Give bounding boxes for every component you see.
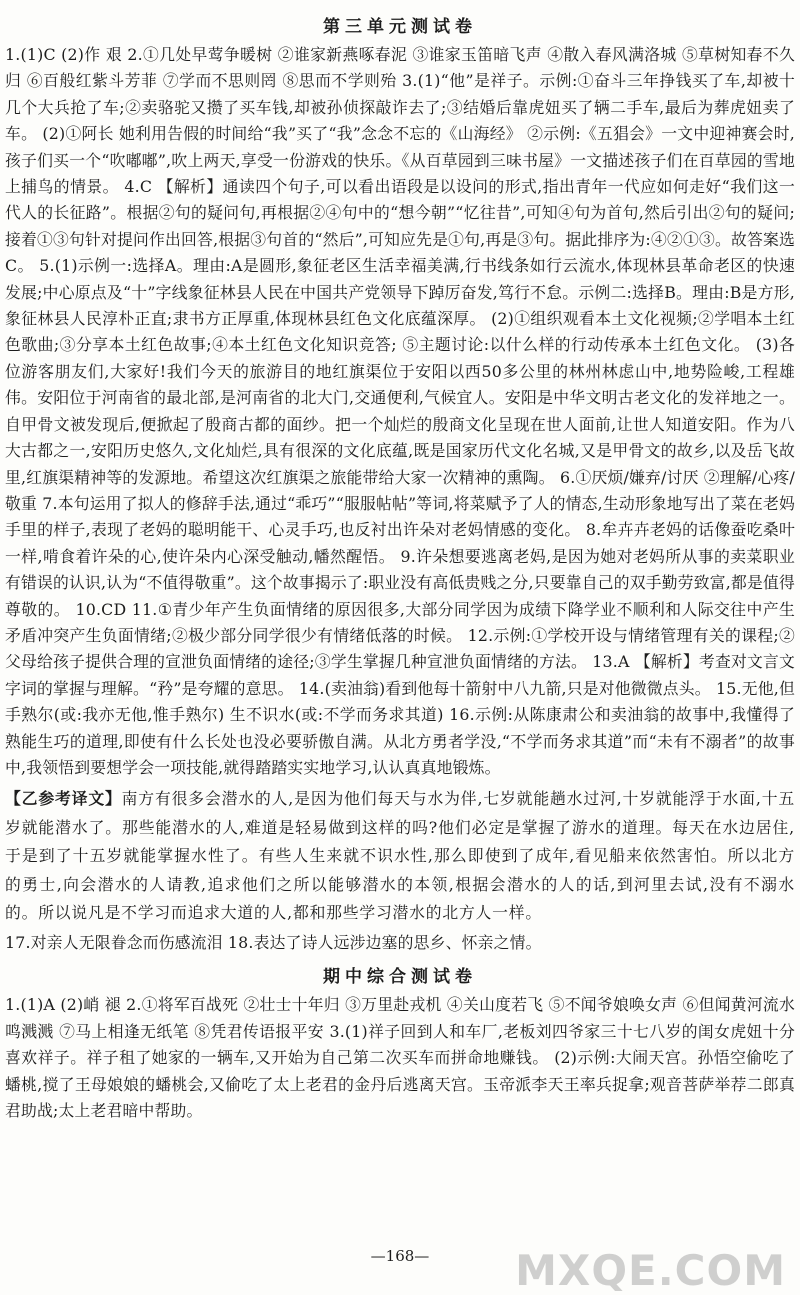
unit3-answers: 1.(1)C (2)作 艰 2.①几处早莺争暖树 ②谁家新燕啄春泥 ③谁家玉笛暗飞声 ④散入春风满洛城 ⑤草树知春不久归 ⑥百般红紫斗芳菲 ⑦学而不思则罔 ⑧思而不学则殆 3.(1)“他”是祥子。示例:①奋斗三年挣钱买了车,却被十几个大兵抢了车;②卖骆驼又攒了买车钱,却被孙侦探敲诈去了;③结婚后靠虎妞买了辆二手车,最后为葬虎妞卖了车。 (2)①阿长 她利用告假的时间给“我”买了“我”念念不忘的《山海经》 ②示例:《五猖会》一文中迎神赛会时,孩子们买一个“吹嘟嘟”,吹上两天,享受一份游戏的快乐。《从百草园到三味书屋》一文描述孩子们在百草园的雪地上捕鸟的情景。 4.C 【解析】通读四个句子,可以看出语段是以设问的形式,指出青年一代应如何走好“我们这一代人的长征路”。根据②句的疑问句,再根据②④句中的“想今朝”“忆往昔”,可知④句为首句,然后引出②句的疑问;接着①③句针对提问作出回答,根据③句首的“然后”,可知应先是①句,再是③句。据此排序为:④②①③。故答案选C。 5.(1)示例一:选择A。理由:A是圆形,象征老区生活幸福美满,行书线条如行云流水,体现林县革命老区的快速发展;中心原点及“十”字线象征林县人民在中国共产党领导下踔厉奋发,笃行不怠。示例二:选择B。理由:B是方形,象征林县人民淳朴正直;隶书方正厚重,体现林县红色文化底蕴深厚。 (2)①组织观看本土文化视频;②学唱本土红色歌曲;③分享本土红色故事;④本土红色文化知识竞答; ⑤主题讨论:以什么样的行动传承本土红色文化。 (3)各位游客朋友们,大家好!我们今天的旅游目的地红旗渠位于安阳以西50多公里的林州林虑山中,地势险峻,工程雄伟。安阳位于河南省的最北部,是河南省的北大门,交通便利,气候宜人。安阳是中华文明古老文化的发祥地之一。自甲骨文被发现后,便掀起了殷商古都的面纱。把一个灿烂的殷商文化呈现在世人面前,让世人知道安阳。作为八大古都之一,安阳历史悠久,文化灿烂,具有很深的文化底蕴,既是国家历代文化名城,又是甲骨文的故乡,以及岳飞故里,红旗渠精神等的发源地。希望这次红旗渠之旅能带给大家一次精神的熏陶。 6.①厌烦/嫌弃/讨厌 ②理解/心疼/敬重 7.本句运用了拟人的修辞手法,通过“乖巧”“服服帖帖”等词,将菜赋予了人的情态,生动形象地写出了菜在老妈手里的样子,表现了老妈的聪明能干、心灵手巧,也反衬出许朵对老妈情感的变化。 8.牟卉卉老妈的话像蚕吃桑叶一样,啃食着许朵的心,使许朵内心深受触动,幡然醒悟。 9.许朵想要逃离老妈,是因为她对老妈所从事的卖菜职业有错误的认识,认为“不值得敬重”。这个故事揭示了:职业没有高低贵贱之分,只要靠自己的双手勤劳致富,都是值得尊敬的。 10.CD 11.①青少年产生负面情绪的原因很多,大部分同学因为成绩下降学业不顺利和人际交往中产生矛盾冲突产生负面情绪;②极少部分同学很少有情绪低落的时候。 12.示例:①学校开设与情绪管理有关的课程;②父母给孩子提供合理的宣泄负面情绪的途径;③学生掌握几种宣泄负面情绪的方法。 13.A 【解析】考查对文言文字词的掌握与理解。“矜”是夸耀的意思。 14.(卖油翁)看到他每十箭射中八九箭,只是对他微微点头。 15.无他,但手熟尔(或:我亦无他,惟手熟尔) 生不识水(或:不学而务求其道) 16.示例:从陈康肃公和卖油翁的故事中,我懂得了熟能生巧的道理,即使有什么长处也没必要骄傲自满。从北方勇者学没,“不学而务求其道”而“未有不溺者”的故事中,我领悟到要想学会一项技能,就得踏踏实实地学习,认认真真地锻炼。 <box>5 45 795 777</box>
unit3-title: 第三单元测试卷 <box>323 17 477 37</box>
translation-label: 【乙参考译文】 <box>5 789 122 809</box>
translation-paragraph <box>5 785 795 928</box>
translation-text: 南方有很多会潜水的人,是因为他们每天与水为伴,七岁就能趟水过河,十岁就能浮于水面,十五岁就能潜水了。那些能潜水的人,难道是轻易做到这样的吗?他们必定是掌握了游水的道理。每天在水边居住,于是到了十五岁就能掌握水性了。有些人生来就不识水性,那么即使到了成年,看见船来依然害怕。所以北方的勇士,向会潜水的人请教,追求他们之所以能够潜水的本领,根据会潜水的人的话,到河里去试,没有不溺水的。所以说凡是不学习而追求大道的人,都和那些学习潜水的北方人一样。 <box>5 789 795 923</box>
answers-17-18: 17.对亲人无限眷念而伤感流泪 18.表达了诗人远涉边塞的思乡、怀亲之情。 <box>5 932 542 952</box>
page-number: —168— <box>370 1247 430 1265</box>
watermark: MXQE.COM <box>515 1246 786 1295</box>
midterm-title: 期中综合测试卷 <box>323 967 477 988</box>
midterm-answers: 1.(1)A (2)峭 褪 2.①将军百战死 ②壮士十年归 ③万里赴戎机 ④关山度若飞 ⑤不闻爷娘唤女声 ⑥但闻黄河流水鸣溅溅 ⑦马上相逢无纸笔 ⑧凭君传语报平安 3.(1)祥子回到人和车厂,老板刘四爷家三十七八岁的闺女虎妞十分喜欢祥子。祥子租了她家的一辆车,又开始为自己第二次买车而拼命地赚钱。 (2)示例:大闹天宫。孙悟空偷吃了蟠桃,搅了王母娘娘的蟠桃会,又偷吃了太上老君的金丹后逃离天宫。玉帝派李天王率兵捉拿;观音菩萨举荐二郎真君助战;太上老君暗中帮助。 <box>5 995 795 1120</box>
answer-page <box>5 12 795 1124</box>
